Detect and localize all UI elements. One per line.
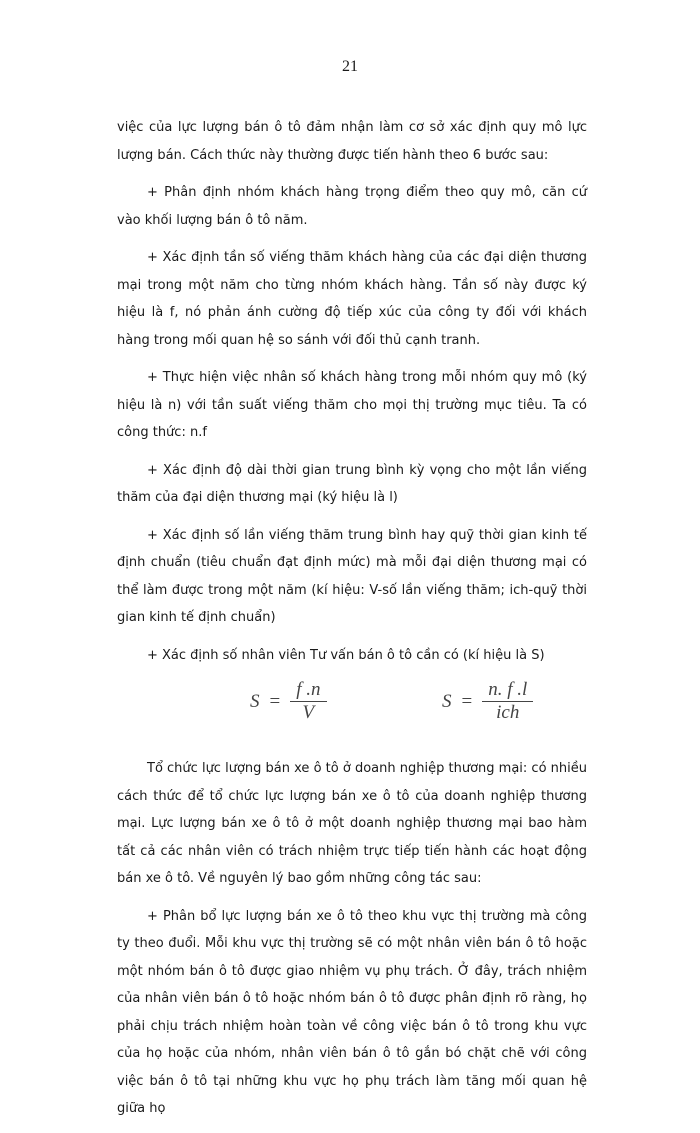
formula-lhs: S (250, 690, 260, 712)
formula-fraction (482, 679, 533, 724)
paragraph: + Phân định nhóm khách hàng trọng điểm theo quy mô, căn cứ vào khối lượng bán ô tô năm. (117, 185, 587, 228)
paragraph: việc của lực lượng bán ô tô đảm nhận làm cơ sở xác định quy mô lực lượng bán. Cách thức này thường được tiến hành theo 6 bước sau: (117, 120, 587, 163)
paragraph: + Xác định độ dài thời gian trung bình kỳ vọng cho một lần viếng thăm của đại diện thương mại (ký hiệu là l) (117, 462, 587, 505)
page-body (117, 114, 587, 1133)
paragraph: + Thực hiện việc nhân số khách hàng trong mỗi nhóm quy mô (ký hiệu là n) với tần suất viếng thăm cho mọi thị trường mục tiêu. Ta có công thức: n.f (117, 370, 587, 440)
paragraph: + Xác định tần số viếng thăm khách hàng của các đại diện thương mại trong một năm cho từng nhóm khách hàng. Tần số này được ký hiệu là f, nó phản ánh cường độ tiếp xúc của công ty đối với khách hàng trong mối quan hệ so sánh với đối thủ cạnh tranh. (117, 250, 587, 348)
paragraph: + Phân bổ lực lượng bán xe ô tô theo khu vực thị trường mà công ty theo đuổi. Mỗi khu vực thị trường sẽ có một nhân viên bán ô tô hoặc một nhóm bán ô tô được giao nhiệm vụ phụ trách. Ở đây, trách nhiệm của nhân viên bán ô tô hoặc nhóm bán ô tô được phân định rõ ràng, họ phải chịu trách nhiệm hoàn toàn về công việc bán ô tô trong khu vực của họ hoặc của nhóm, nhân viên bán ô tô gắn bó chặt chẽ với công việc bán ô tô tại những khu vực họ phụ trách làm tăng mối quan hệ giữa họ (117, 908, 587, 1116)
formula-denominator: ich (496, 702, 520, 723)
formula-salespeople-by-visits (250, 679, 327, 724)
paragraph: Tổ chức lực lượng bán xe ô tô ở doanh nghiệp thương mại: có nhiều cách thức để tổ chức lực lượng bán xe ô tô của doanh nghiệp thương mại. Lực lượng bán xe ô tô ở một doanh nghiệp thương mại bao hàm tất cả các nhân viên có trách nhiệm trực tiếp tiến hành các hoạt động bán xe ô tô. Về nguyên lý bao gồm những công tác sau: (117, 761, 587, 886)
paragraph: + Xác định số lần viếng thăm trung bình hay quỹ thời gian kinh tế định chuẩn (tiêu chuẩn đạt định mức) mà mỗi đại diện thương mại có thể làm được trong một năm (kí hiệu: V-số lần viếng thăm; ich-quỹ thời gian kinh tế định chuẩn) (117, 527, 587, 625)
paragraph: + Xác định số nhân viên Tư vấn bán ô tô cần có (kí hiệu là S) (147, 647, 545, 663)
formula-numerator: f .n (290, 679, 326, 702)
formula-salespeople-by-time (442, 679, 533, 724)
formula-denominator: V (302, 702, 315, 723)
page-number: 21 (342, 58, 358, 75)
formula-lhs: S (442, 690, 452, 712)
formula-equals: = (461, 690, 473, 712)
formula-block (117, 679, 587, 737)
formula-numerator: n. f .l (482, 679, 533, 702)
formula-equals: = (269, 690, 281, 712)
formula-fraction (290, 679, 326, 724)
